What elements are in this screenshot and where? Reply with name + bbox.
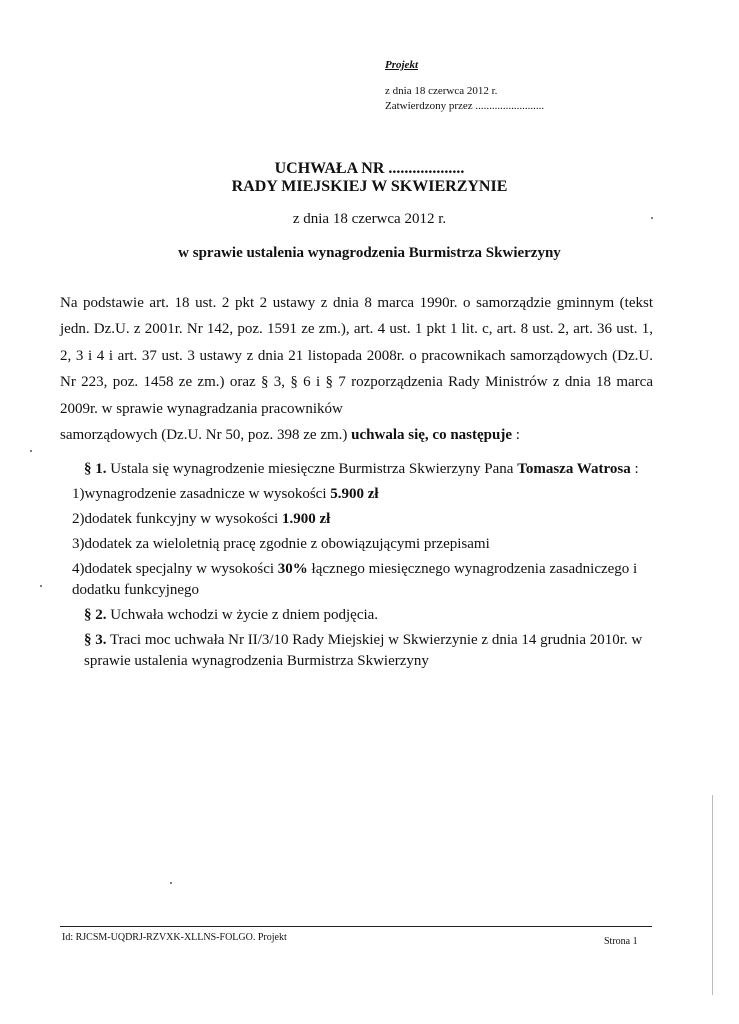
draft-date: z dnia 18 czerwca 2012 r. [385,85,498,97]
enactment-clause: uchwala się, co następuje [351,427,512,444]
item-text: dodatek specjalny w wysokości [84,561,278,578]
salary-component-item [60,534,653,555]
document-id: Id: RJCSM-UQDRJ-RZVXK-XLLNS-FOLGO. Projekt [62,932,287,943]
resolution-date: z dnia 18 czerwca 2012 r. [292,211,447,227]
salary-components-list [60,484,653,601]
footer-divider [60,926,652,927]
salary-component-item [60,559,653,601]
item-text: dodatek za wieloletnią pracę zgodnie z obowiązującymi przepisami [84,536,490,553]
page-number: Strona 1 [604,936,638,947]
scan-speck [40,585,42,587]
item-text: wynagrodzenie zasadnicze w wysokości [84,486,331,503]
mayor-name: Tomasza Watrosa [517,461,631,478]
preamble-text: Na podstawie art. 18 ust. 2 pkt 2 ustawy z dnia 8 marca 1990r. o samorządzie gminnym (tekst jedn. Dz.U. z 2001r. Nr 142, poz. 1591 ze zm.), art. 4 ust. 1 pkt 1 lit. c, art. 8 ust. 2, art. 36 ust. 1, 2, 3 i 4 i art. 37 ust. 3 ustawy z dnia 21 listopada 2008r. o pracownikach samorządowych (Dz.U. Nr 223, poz. 1458 ze zm.) oraz § 3, § 6 i § 7 rozporządzenia Rady Ministrów z dnia 18 marca 2009r. w sprawie wynagradzania pracowników [60,295,653,417]
item-amount: 1.900 zł [281,511,331,528]
item-number: 2) [72,511,85,528]
item-amount: 5.900 zł [330,486,379,503]
item-number: 3) [72,536,85,553]
item-text: dodatek funkcyjny w wysokości [84,511,282,528]
scan-speck [170,882,172,884]
scan-speck [30,450,32,452]
preamble [60,290,653,422]
scan-edge-mark [712,795,713,995]
section-3: § 3. Traci moc uchwała Nr II/3/10 Rady Miejskiej w Skwierzynie z dnia 14 grudnia 2010r. w sprawie ustalenia wynagrodzenia Burmistrza Skwierzyny [84,632,643,670]
council-name: RADY MIEJSKIEJ W SKWIERZYNIE [231,178,508,195]
draft-label: Projekt [385,59,418,71]
item-number: 1) [72,486,85,503]
preamble-last-line: samorządowych (Dz.U. Nr 50, poz. 398 ze zm.) uchwala się, co następuje : [60,427,520,444]
salary-component-item [60,509,653,530]
item-amount: 30% [277,561,308,578]
resolution-body [60,290,653,672]
item-number: 4) [72,561,85,578]
resolution-subject: w sprawie ustalenia wynagrodzenia Burmistrza Skwierzyny [178,245,561,261]
resolution-number: UCHWAŁA NR ................... [274,160,465,177]
section-1: § 1. Ustala się wynagrodzenie miesięczne Burmistrza Skwierzyny Pana Tomasza Watrosa : [84,461,639,478]
resolution-title [0,160,739,262]
section-1-number: § 1. [84,461,107,478]
section-2: § 2. Uchwała wchodzi w życie z dniem podjęcia. [84,607,379,624]
section-3-number: § 3. [84,632,107,649]
draft-header [385,58,544,114]
draft-approved-by: Zatwierdzony przez ......................... [385,100,545,112]
item-rest: łącznego miesięcznego wynagrodzenia zasadniczego i dodatku funkcyjnego [72,561,638,599]
scan-speck [651,217,653,219]
salary-component-item [60,484,653,505]
section-2-number: § 2. [84,607,107,624]
